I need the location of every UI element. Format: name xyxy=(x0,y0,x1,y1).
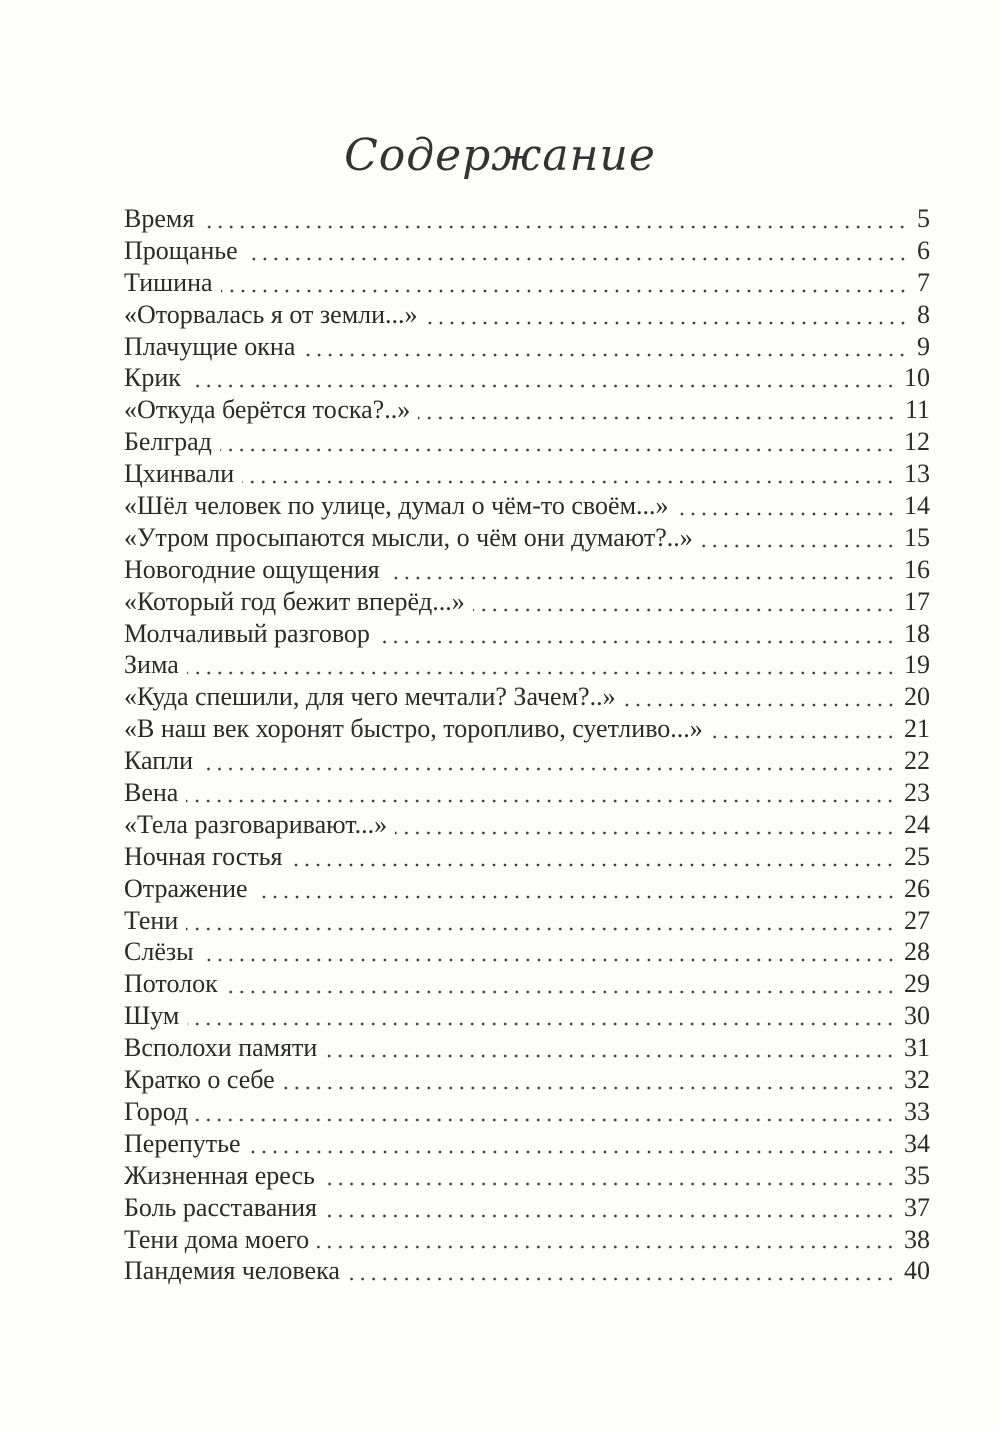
toc-entry-title: Перепутье xyxy=(124,1128,241,1158)
toc-entry xyxy=(124,649,930,681)
toc-entry-title: Зима xyxy=(124,650,179,680)
toc-entry-page-number: 31 xyxy=(904,1033,930,1063)
toc-entry-title: Кратко о себе xyxy=(124,1065,275,1095)
dot-leader xyxy=(220,448,896,452)
toc-entry-title: «Куда спешили, для чего мечтали? Зачем?..» xyxy=(124,682,616,712)
toc-entry-page-number: 38 xyxy=(904,1224,930,1254)
toc-entry-page-number: 29 xyxy=(904,969,930,999)
dot-leader xyxy=(395,831,896,835)
toc-entry-page-number: 11 xyxy=(904,395,930,425)
page-title: Содержание xyxy=(344,130,656,181)
toc-entry-page-number: 34 xyxy=(904,1128,930,1158)
dot-leader xyxy=(221,289,908,293)
toc-entry xyxy=(124,299,930,331)
dot-leader xyxy=(388,576,896,580)
dot-leader xyxy=(317,1245,896,1249)
toc-entry-page-number: 33 xyxy=(904,1096,930,1126)
toc-entry-page-number: 19 xyxy=(904,650,930,680)
toc-entry xyxy=(124,713,930,745)
dot-leader xyxy=(187,671,896,675)
toc-entry-title: Вена xyxy=(124,778,179,808)
toc-entry-page-number: 7 xyxy=(917,267,930,297)
toc-entry-title: Тишина xyxy=(124,267,213,297)
dot-leader xyxy=(256,895,896,899)
toc-entry-title: «Который год бежит вперёд...» xyxy=(124,586,465,616)
dot-leader xyxy=(242,480,896,484)
toc-entry-title: Крик xyxy=(124,363,181,393)
toc-entry-title: Всполохи памяти xyxy=(124,1033,318,1063)
dot-leader xyxy=(624,703,896,707)
toc-entry-page-number: 8 xyxy=(917,299,930,329)
toc-entry-page-number: 32 xyxy=(904,1065,930,1095)
toc-entry xyxy=(124,681,930,713)
toc-entry-title: Ночная гостья xyxy=(124,841,283,871)
dot-leader xyxy=(348,1277,896,1281)
dot-leader xyxy=(226,990,896,994)
dot-leader xyxy=(186,799,896,803)
dot-leader xyxy=(196,1118,896,1122)
toc-entry xyxy=(124,394,930,426)
toc-entry-title: Белград xyxy=(124,427,212,457)
toc-entry-title: Цхинвали xyxy=(124,459,235,489)
toc-entry-title: Капли xyxy=(124,746,193,776)
toc-entry xyxy=(124,1255,930,1287)
toc-entry-page-number: 10 xyxy=(904,363,930,393)
dot-leader xyxy=(418,416,897,420)
dot-leader xyxy=(246,257,908,261)
toc-entry xyxy=(124,235,930,267)
toc-entry-title: Боль расставания xyxy=(124,1192,318,1222)
toc-entry-title: Жизненная ересь xyxy=(124,1160,315,1190)
toc-entry-page-number: 26 xyxy=(904,873,930,903)
toc-entry xyxy=(124,936,930,968)
toc-entry xyxy=(124,1160,930,1192)
toc-entry xyxy=(124,586,930,618)
toc-entry-title: Молчаливый разговор xyxy=(124,618,370,648)
dot-leader xyxy=(325,1214,896,1218)
toc-entry-page-number: 18 xyxy=(904,618,930,648)
toc-entry-page-number: 25 xyxy=(904,841,930,871)
dot-leader xyxy=(290,863,896,867)
toc-entry-page-number: 23 xyxy=(904,778,930,808)
toc-entry xyxy=(124,1192,930,1224)
dot-leader xyxy=(186,927,896,931)
dot-leader xyxy=(426,321,908,325)
dot-leader xyxy=(677,512,896,516)
toc-entry xyxy=(124,618,930,650)
toc-entry-title: «В наш век хоронят быстро, торопливо, суетливо...» xyxy=(124,714,703,744)
toc-entry xyxy=(124,490,930,522)
toc-entry xyxy=(124,905,930,937)
toc-entry-title: Время xyxy=(124,204,195,233)
toc-entry xyxy=(124,331,930,363)
dot-leader xyxy=(711,735,896,739)
toc-entry xyxy=(124,1032,930,1064)
toc-entry-title: «Шёл человек по улице, думал о чём-то своём...» xyxy=(124,491,669,521)
toc-entry-title: Слёзы xyxy=(124,937,194,967)
toc-entry-page-number: 6 xyxy=(917,235,930,265)
dot-leader xyxy=(701,544,896,548)
dot-leader xyxy=(189,384,896,388)
toc-entry-title: Пандемия человека xyxy=(124,1256,340,1286)
toc-entry xyxy=(124,267,930,299)
toc-entry xyxy=(124,1064,930,1096)
toc-entry-page-number: 40 xyxy=(904,1256,930,1286)
dot-leader xyxy=(283,1086,896,1090)
toc-entry xyxy=(124,458,930,490)
toc-entry-page-number: 9 xyxy=(917,331,930,361)
toc-entry-title: Плачущие окна xyxy=(124,331,296,361)
toc-entry-page-number: 15 xyxy=(904,522,930,552)
toc-entry-title: Отражение xyxy=(124,873,248,903)
toc-entry xyxy=(124,777,930,809)
toc-entry-title: «Тела разговаривают...» xyxy=(124,809,388,839)
dot-leader xyxy=(249,1150,896,1154)
toc-entry-page-number: 30 xyxy=(904,1001,930,1031)
toc-entry xyxy=(124,1128,930,1160)
toc-entry xyxy=(124,968,930,1000)
toc-entry xyxy=(124,745,930,777)
dot-leader xyxy=(323,1182,896,1186)
toc-entry xyxy=(124,873,930,905)
toc-entry-page-number: 16 xyxy=(904,554,930,584)
toc-entry-page-number: 37 xyxy=(904,1192,930,1222)
toc-entry xyxy=(124,426,930,458)
toc-entry-page-number: 22 xyxy=(904,746,930,776)
toc-entry xyxy=(124,841,930,873)
toc-entry-title: Потолок xyxy=(124,969,218,999)
table-of-contents xyxy=(124,203,930,1287)
toc-entry-page-number: 20 xyxy=(904,682,930,712)
toc-entry xyxy=(124,522,930,554)
toc-entry-title: «Утром просыпаются мысли, о чём они думают?..» xyxy=(124,522,693,552)
toc-entry-page-number: 14 xyxy=(904,491,930,521)
toc-entry-page-number: 12 xyxy=(904,427,930,457)
toc-entry-title: «Оторвалась я от земли...» xyxy=(124,299,418,329)
dot-leader xyxy=(187,1022,896,1026)
toc-entry-page-number: 24 xyxy=(904,809,930,839)
toc-entry-title: Город xyxy=(124,1096,189,1126)
toc-entry-page-number: 13 xyxy=(904,459,930,489)
toc-entry xyxy=(124,203,930,235)
toc-entry-page-number: 21 xyxy=(904,714,930,744)
toc-entry-page-number: 5 xyxy=(917,204,930,233)
toc-entry-title: Тени xyxy=(124,905,179,935)
toc-entry-title: «Откуда берётся тоска?..» xyxy=(124,395,411,425)
dot-leader xyxy=(201,767,896,771)
toc-entry xyxy=(124,362,930,394)
toc-entry-page-number: 28 xyxy=(904,937,930,967)
dot-leader xyxy=(202,225,908,229)
dot-leader xyxy=(473,608,896,612)
dot-leader xyxy=(202,958,896,962)
toc-entry xyxy=(124,1000,930,1032)
toc-entry-title: Шум xyxy=(124,1001,180,1031)
toc-entry-title: Тени дома моего xyxy=(124,1224,310,1254)
toc-entry xyxy=(124,554,930,586)
toc-entry xyxy=(124,1224,930,1256)
toc-entry-title: Новогодние ощущения xyxy=(124,554,380,584)
toc-entry xyxy=(124,809,930,841)
toc-entry xyxy=(124,1096,930,1128)
toc-entry-page-number: 35 xyxy=(904,1160,930,1190)
toc-entry-page-number: 27 xyxy=(904,905,930,935)
dot-leader xyxy=(378,640,896,644)
toc-entry-title: Прощанье xyxy=(124,235,238,265)
toc-entry-page-number: 17 xyxy=(904,586,930,616)
dot-leader xyxy=(325,1054,896,1058)
dot-leader xyxy=(303,353,908,357)
